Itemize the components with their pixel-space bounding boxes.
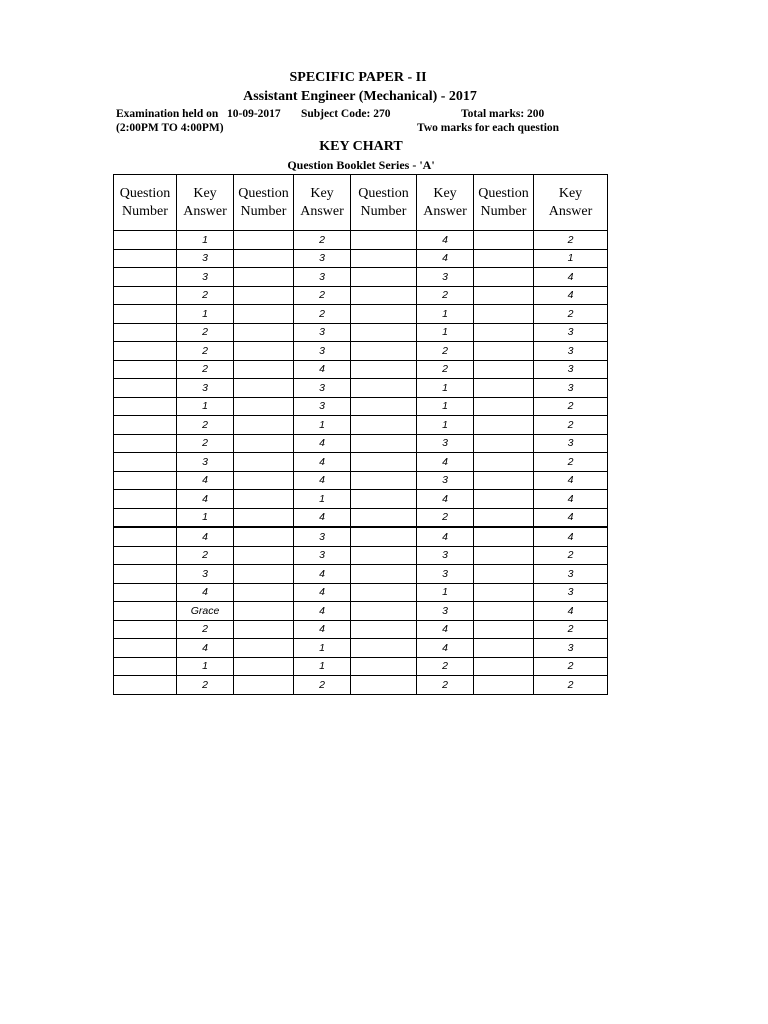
key-answer-cell: 4 (417, 231, 474, 250)
key-answer-cell: 2 (417, 657, 474, 676)
key-answer-cell: 2 (177, 676, 234, 695)
table-row (114, 360, 608, 379)
key-answer-cell: 2 (177, 342, 234, 361)
question-number-cell (351, 249, 417, 268)
key-answer-cell: 4 (294, 471, 351, 490)
key-answer-cell: 1 (177, 231, 234, 250)
table-row (114, 508, 608, 527)
key-answer-cell: 3 (294, 342, 351, 361)
question-number-cell (474, 379, 534, 398)
question-number-cell (474, 323, 534, 342)
question-number-cell (351, 676, 417, 695)
question-number-cell (234, 342, 294, 361)
question-number-cell (351, 231, 417, 250)
table-row (114, 602, 608, 621)
question-number-cell (234, 657, 294, 676)
question-number-cell (234, 323, 294, 342)
key-answer-cell: 1 (417, 416, 474, 435)
question-number-cell (114, 602, 177, 621)
key-answer-cell: 2 (177, 434, 234, 453)
table-row (114, 565, 608, 584)
key-answer-cell: 1 (294, 490, 351, 509)
exam-held-label: Examination held on (116, 108, 219, 120)
table-row (114, 620, 608, 639)
key-answer-cell: 4 (534, 602, 608, 621)
key-answer-cell: 4 (534, 471, 608, 490)
key-answer-cell: 3 (177, 249, 234, 268)
key-answer-cell: 3 (417, 434, 474, 453)
key-answer-cell: 4 (534, 268, 608, 287)
exam-date: 10-09-2017 (227, 108, 281, 120)
key-answer-cell: 3 (534, 379, 608, 398)
key-answer-cell: 1 (534, 249, 608, 268)
question-number-cell (234, 527, 294, 546)
key-answer-cell: Grace (177, 602, 234, 621)
question-number-cell (474, 286, 534, 305)
paper-title: SPECIFIC PAPER - II (289, 70, 427, 85)
key-answer-cell: 4 (294, 602, 351, 621)
question-number-cell (474, 397, 534, 416)
key-answer-cell: 2 (177, 620, 234, 639)
question-number-cell (351, 657, 417, 676)
question-number-cell (114, 305, 177, 324)
question-number-cell (351, 453, 417, 472)
question-number-cell (114, 490, 177, 509)
key-answer-cell: 4 (177, 583, 234, 602)
key-answer-cell: 4 (417, 527, 474, 546)
question-number-cell (351, 527, 417, 546)
question-number-cell (234, 305, 294, 324)
key-answer-cell: 3 (417, 268, 474, 287)
key-answer-cell: 2 (417, 676, 474, 695)
key-answer-cell: 2 (177, 286, 234, 305)
question-number-cell (234, 416, 294, 435)
question-number-cell (114, 323, 177, 342)
question-number-cell (114, 231, 177, 250)
question-number-cell (234, 490, 294, 509)
total-marks: Total marks: 200 (461, 108, 545, 120)
key-chart-table (113, 174, 608, 695)
key-answer-cell: 4 (294, 360, 351, 379)
key-answer-cell: 4 (177, 639, 234, 658)
key-answer-cell: 2 (294, 231, 351, 250)
question-number-cell (474, 434, 534, 453)
question-number-cell (114, 471, 177, 490)
key-answer-cell: 4 (294, 434, 351, 453)
key-answer-cell: 2 (534, 397, 608, 416)
table-row (114, 490, 608, 509)
question-number-cell (234, 397, 294, 416)
key-answer-cell: 4 (534, 286, 608, 305)
question-number-cell (474, 471, 534, 490)
key-answer-cell: 3 (294, 397, 351, 416)
question-number-cell (351, 583, 417, 602)
table-row (114, 305, 608, 324)
col-header-key-answer: Key Answer (294, 175, 351, 231)
key-answer-cell: 1 (177, 657, 234, 676)
table-row (114, 546, 608, 565)
key-answer-cell: 4 (417, 490, 474, 509)
key-answer-cell: 3 (294, 249, 351, 268)
key-answer-cell: 4 (177, 490, 234, 509)
key-answer-cell: 1 (294, 639, 351, 658)
table-row (114, 231, 608, 250)
key-answer-cell: 3 (177, 379, 234, 398)
col-header-question-number: Question Number (351, 175, 417, 231)
question-number-cell (234, 434, 294, 453)
question-number-cell (351, 546, 417, 565)
question-number-cell (234, 268, 294, 287)
paper-subtitle: Assistant Engineer (Mechanical) - 2017 (243, 89, 477, 104)
question-number-cell (114, 286, 177, 305)
question-number-cell (351, 360, 417, 379)
key-answer-cell: 4 (534, 508, 608, 527)
question-number-cell (114, 416, 177, 435)
question-number-cell (234, 231, 294, 250)
question-number-cell (234, 360, 294, 379)
question-number-cell (474, 416, 534, 435)
question-number-cell (351, 620, 417, 639)
key-answer-cell: 1 (294, 657, 351, 676)
question-number-cell (351, 471, 417, 490)
key-answer-cell: 3 (534, 565, 608, 584)
col-header-key-answer: Key Answer (177, 175, 234, 231)
question-number-cell (474, 342, 534, 361)
key-answer-cell: 3 (294, 546, 351, 565)
question-number-cell (351, 379, 417, 398)
exam-time: (2:00PM TO 4:00PM) (116, 122, 224, 134)
key-answer-cell: 3 (417, 602, 474, 621)
question-number-cell (351, 342, 417, 361)
key-answer-cell: 2 (294, 305, 351, 324)
table-row (114, 639, 608, 658)
key-answer-cell: 1 (417, 305, 474, 324)
key-answer-cell: 3 (177, 453, 234, 472)
question-number-cell (474, 657, 534, 676)
question-number-cell (351, 305, 417, 324)
question-number-cell (474, 676, 534, 695)
question-number-cell (351, 508, 417, 527)
question-number-cell (474, 453, 534, 472)
key-answer-cell: 3 (417, 546, 474, 565)
key-answer-cell: 2 (294, 286, 351, 305)
key-answer-cell: 2 (534, 416, 608, 435)
table-row (114, 397, 608, 416)
key-answer-cell: 4 (417, 453, 474, 472)
table-row (114, 471, 608, 490)
question-number-cell (234, 379, 294, 398)
question-number-cell (234, 620, 294, 639)
question-number-cell (351, 490, 417, 509)
question-number-cell (474, 583, 534, 602)
key-answer-cell: 1 (177, 508, 234, 527)
subject-code: Subject Code: 270 (301, 108, 391, 120)
key-answer-cell: 3 (294, 268, 351, 287)
question-number-cell (351, 323, 417, 342)
key-answer-cell: 4 (294, 565, 351, 584)
key-answer-cell: 2 (417, 342, 474, 361)
key-answer-cell: 3 (534, 360, 608, 379)
question-number-cell (114, 657, 177, 676)
key-answer-cell: 1 (417, 379, 474, 398)
question-number-cell (474, 639, 534, 658)
key-answer-cell: 2 (534, 657, 608, 676)
key-answer-cell: 2 (177, 360, 234, 379)
booklet-series: Question Booklet Series - 'A' (287, 158, 435, 172)
question-number-cell (351, 268, 417, 287)
question-number-cell (474, 268, 534, 287)
key-answer-cell: 4 (417, 620, 474, 639)
key-answer-cell: 1 (177, 305, 234, 324)
question-number-cell (114, 620, 177, 639)
question-number-cell (351, 639, 417, 658)
key-answer-cell: 3 (534, 434, 608, 453)
key-answer-cell: 4 (417, 249, 474, 268)
question-number-cell (474, 620, 534, 639)
question-number-cell (114, 583, 177, 602)
question-number-cell (234, 565, 294, 584)
table-row (114, 379, 608, 398)
table-row (114, 416, 608, 435)
question-number-cell (114, 342, 177, 361)
question-number-cell (474, 527, 534, 546)
table-row (114, 249, 608, 268)
question-number-cell (114, 546, 177, 565)
question-number-cell (474, 360, 534, 379)
question-number-cell (114, 565, 177, 584)
key-answer-cell: 2 (177, 416, 234, 435)
table-row (114, 657, 608, 676)
key-answer-cell: 3 (534, 323, 608, 342)
key-answer-cell: 4 (294, 453, 351, 472)
key-answer-cell: 3 (294, 527, 351, 546)
key-chart-heading: KEY CHART (319, 139, 403, 154)
key-answer-cell: 4 (294, 508, 351, 527)
question-number-cell (474, 231, 534, 250)
key-answer-cell: 1 (417, 583, 474, 602)
table-row (114, 342, 608, 361)
key-answer-cell: 3 (534, 342, 608, 361)
question-number-cell (234, 471, 294, 490)
table-row (114, 286, 608, 305)
question-number-cell (234, 676, 294, 695)
key-answer-cell: 4 (534, 527, 608, 546)
key-answer-cell: 2 (294, 676, 351, 695)
question-number-cell (114, 434, 177, 453)
question-number-cell (474, 602, 534, 621)
col-header-question-number: Question Number (474, 175, 534, 231)
table-row (114, 527, 608, 546)
question-number-cell (114, 397, 177, 416)
question-number-cell (474, 565, 534, 584)
key-answer-cell: 2 (177, 323, 234, 342)
col-header-question-number: Question Number (234, 175, 294, 231)
key-answer-cell: 4 (534, 490, 608, 509)
key-answer-cell: 3 (417, 565, 474, 584)
question-number-cell (474, 490, 534, 509)
key-answer-cell: 4 (294, 583, 351, 602)
key-answer-cell: 2 (417, 508, 474, 527)
question-number-cell (234, 546, 294, 565)
key-answer-cell: 2 (534, 231, 608, 250)
key-answer-cell: 3 (294, 379, 351, 398)
key-answer-cell: 2 (534, 620, 608, 639)
col-header-key-answer: Key Answer (534, 175, 608, 231)
question-number-cell (474, 508, 534, 527)
question-number-cell (114, 268, 177, 287)
question-number-cell (234, 583, 294, 602)
key-answer-cell: 3 (534, 639, 608, 658)
question-number-cell (234, 249, 294, 268)
key-answer-cell: 2 (534, 453, 608, 472)
question-number-cell (114, 676, 177, 695)
question-number-cell (234, 602, 294, 621)
key-answer-cell: 2 (534, 676, 608, 695)
question-number-cell (234, 286, 294, 305)
question-number-cell (114, 508, 177, 527)
question-number-cell (351, 602, 417, 621)
question-number-cell (474, 305, 534, 324)
question-number-cell (351, 397, 417, 416)
question-number-cell (351, 434, 417, 453)
key-answer-cell: 3 (177, 565, 234, 584)
key-answer-cell: 2 (417, 286, 474, 305)
question-number-cell (234, 639, 294, 658)
question-number-cell (114, 639, 177, 658)
question-number-cell (114, 379, 177, 398)
key-answer-cell: 2 (177, 546, 234, 565)
key-answer-cell: 1 (177, 397, 234, 416)
col-header-question-number: Question Number (114, 175, 177, 231)
key-answer-cell: 4 (177, 527, 234, 546)
question-number-cell (474, 546, 534, 565)
question-number-cell (351, 286, 417, 305)
key-answer-cell: 1 (417, 397, 474, 416)
question-number-cell (351, 565, 417, 584)
table-row (114, 268, 608, 287)
key-answer-cell: 3 (417, 471, 474, 490)
question-number-cell (234, 508, 294, 527)
key-answer-cell: 1 (294, 416, 351, 435)
table-body (114, 231, 608, 695)
key-answer-cell: 3 (177, 268, 234, 287)
table-row (114, 434, 608, 453)
question-number-cell (234, 453, 294, 472)
col-header-key-answer: Key Answer (417, 175, 474, 231)
table-row (114, 453, 608, 472)
key-answer-cell: 2 (417, 360, 474, 379)
key-answer-cell: 1 (417, 323, 474, 342)
table-row (114, 323, 608, 342)
key-answer-cell: 4 (294, 620, 351, 639)
marks-note: Two marks for each question (417, 122, 560, 134)
key-answer-cell: 3 (534, 583, 608, 602)
key-answer-cell: 4 (177, 471, 234, 490)
key-answer-cell: 3 (294, 323, 351, 342)
question-number-cell (114, 527, 177, 546)
key-answer-cell: 2 (534, 305, 608, 324)
table-header-row (114, 175, 608, 231)
table-row (114, 676, 608, 695)
question-number-cell (114, 360, 177, 379)
question-number-cell (474, 249, 534, 268)
table-row (114, 583, 608, 602)
key-answer-cell: 2 (534, 546, 608, 565)
question-number-cell (351, 416, 417, 435)
question-number-cell (114, 453, 177, 472)
key-answer-cell: 4 (417, 639, 474, 658)
question-number-cell (114, 249, 177, 268)
